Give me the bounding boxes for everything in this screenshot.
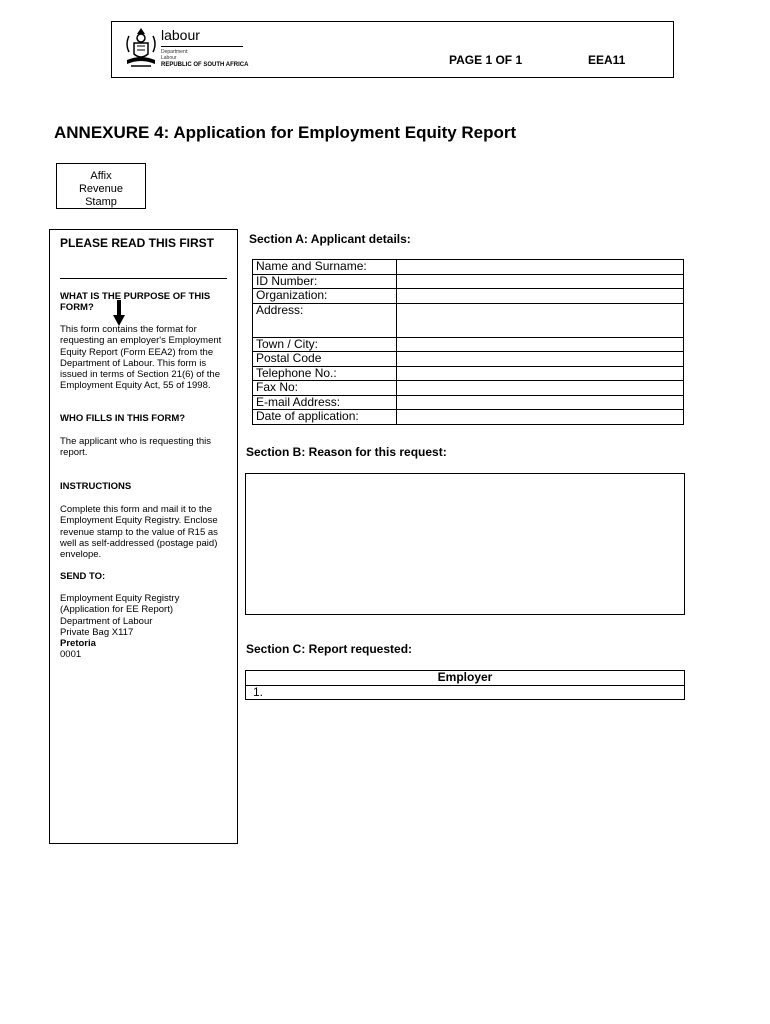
table-row	[253, 289, 684, 304]
coat-of-arms-icon	[123, 26, 159, 70]
employer-column-header: Employer	[246, 671, 685, 686]
stamp-line-1: Affix	[90, 170, 112, 182]
table-row	[253, 260, 684, 275]
table-row	[253, 381, 684, 396]
fax-field[interactable]	[397, 381, 684, 396]
address-line: Private Bag X117	[60, 626, 134, 638]
date-field[interactable]	[397, 410, 684, 425]
instructions-text: Complete this form and mail it to the Employment Equity Registry. Enclose revenue stamp to the value of R15 as well as self-addressed (postage paid) envelope.	[60, 504, 218, 561]
table-header-row	[246, 671, 685, 686]
field-label: Address:	[253, 303, 397, 337]
field-label: Town / City:	[253, 337, 397, 352]
field-label: Name and Surname:	[253, 260, 397, 275]
document-header	[111, 21, 674, 78]
employer-row-1[interactable]	[246, 685, 685, 700]
purpose-text: This form contains the format for requesting an employer's Employment Equity Report (Form EEA2) from the Department of Labour. This form is issued in terms of Section 21(6) of the Employment Equity Act, 55 of 1998.	[60, 324, 222, 392]
info-divider	[60, 278, 227, 279]
name-surname-field[interactable]	[397, 260, 684, 275]
instructions-heading: INSTRUCTIONS	[60, 481, 132, 492]
address-field[interactable]	[397, 303, 684, 337]
who-heading: WHO FILLS IN THIS FORM?	[60, 413, 186, 424]
revenue-stamp-box	[56, 163, 146, 209]
logo-country: REPUBLIC OF SOUTH AFRICA	[161, 62, 249, 68]
page-title: ANNEXURE 4: Application for Employment Equity Report	[54, 123, 517, 142]
email-field[interactable]	[397, 395, 684, 410]
stamp-line-3: Stamp	[85, 196, 117, 208]
table-row	[246, 685, 685, 700]
info-panel	[49, 229, 238, 844]
table-row	[253, 410, 684, 425]
field-label: Organization:	[253, 289, 397, 304]
table-row	[253, 366, 684, 381]
page-number: PAGE 1 OF 1	[449, 53, 523, 67]
address-line: (Application for EE Report)	[60, 604, 173, 616]
report-requested-table	[245, 670, 685, 700]
id-number-field[interactable]	[397, 274, 684, 289]
town-city-field[interactable]	[397, 337, 684, 352]
purpose-heading: WHAT IS THE PURPOSE OF THIS FORM?	[60, 291, 211, 314]
send-to-address	[60, 593, 232, 661]
table-row	[253, 337, 684, 352]
field-label: Fax No:	[253, 381, 397, 396]
logo-wordmark: labour	[161, 27, 200, 43]
address-line: Department of Labour	[60, 615, 153, 627]
stamp-line-2: Revenue	[78, 183, 124, 195]
logo-department-line1: Department:	[161, 49, 189, 55]
section-a-heading: Section A: Applicant details:	[249, 232, 411, 246]
who-text: The applicant who is requesting this report.	[60, 436, 212, 459]
section-c-heading: Section C: Report requested:	[246, 642, 413, 656]
field-label: ID Number:	[253, 274, 397, 289]
telephone-field[interactable]	[397, 366, 684, 381]
applicant-details-table	[252, 259, 684, 425]
send-to-heading: SEND TO:	[60, 571, 106, 582]
field-label: Telephone No.:	[253, 366, 397, 381]
address-code: 0001	[60, 649, 82, 661]
table-row	[253, 352, 684, 367]
organization-field[interactable]	[397, 289, 684, 304]
field-label: Date of application:	[253, 410, 397, 425]
row-number: 1.	[253, 684, 264, 699]
info-panel-heading: PLEASE READ THIS FIRST	[60, 236, 215, 250]
field-label: Postal Code	[253, 352, 397, 367]
form-code: EEA11	[588, 53, 626, 67]
table-row	[253, 303, 684, 337]
postal-code-field[interactable]	[397, 352, 684, 367]
section-b-heading: Section B: Reason for this request:	[246, 445, 447, 459]
table-row	[253, 395, 684, 410]
table-row	[253, 274, 684, 289]
reason-textarea[interactable]	[245, 473, 685, 615]
logo-department-line2: Labour	[161, 55, 177, 61]
field-label: E-mail Address:	[253, 395, 397, 410]
logo-rule	[161, 46, 243, 47]
department-logo	[123, 26, 253, 70]
address-line: Employment Equity Registry	[60, 593, 180, 604]
address-city: Pretoria	[60, 638, 96, 650]
